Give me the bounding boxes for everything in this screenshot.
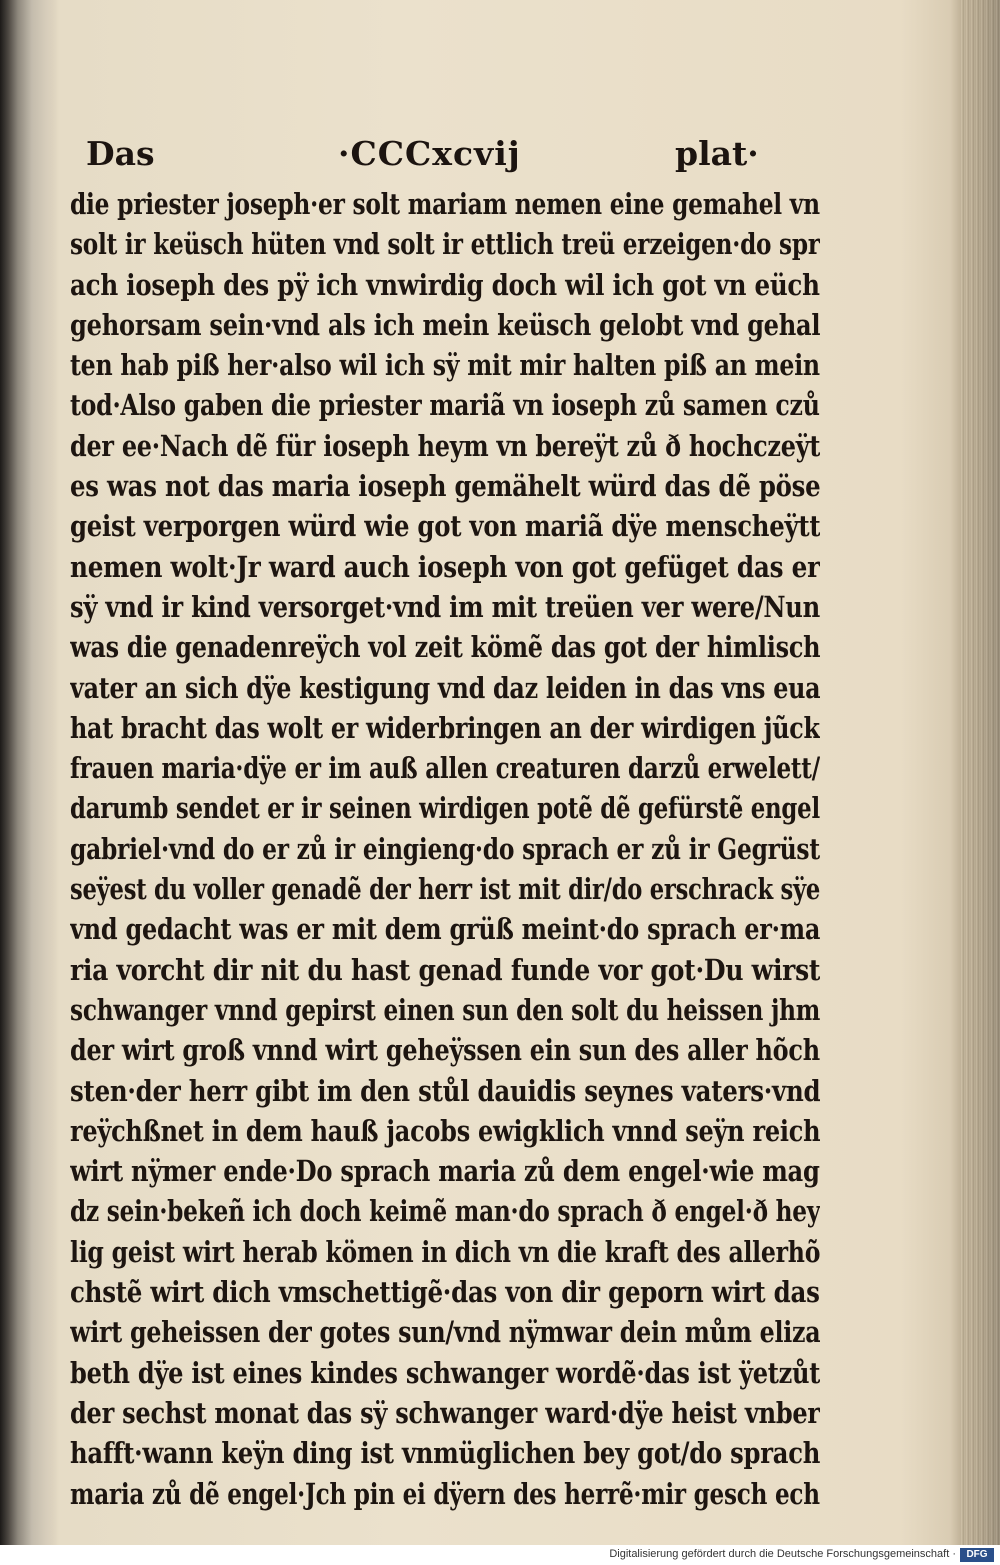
dfg-logo: DFG (960, 1548, 994, 1562)
running-header (70, 120, 830, 184)
text-line: maria zů dẽ engel·Jch pin ei dÿern des herrẽ·mir gesch ech (70, 1476, 820, 1511)
text-line: dz sein·bekeñ ich doch keimẽ man·do sprach ð engel·ð hey (70, 1194, 820, 1229)
text-line: der wirt groß vnnd wirt geheÿssen ein sun des aller hõch (70, 1033, 820, 1068)
text-line: ach ioseph des pÿ ich vnwirdig doch wil ich got vn eüch (70, 267, 820, 302)
text-line: wirt nÿmer ende·Do sprach maria zů dem engel·wie mag (70, 1154, 820, 1189)
text-line: vnd gedacht was er mit dem grüß meint·do sprach er·ma (70, 912, 820, 947)
text-line: seÿest du voller genadẽ der herr ist mit dir/do erschrack sÿe (70, 872, 820, 907)
text-line: hat bracht das wolt er widerbringen an der wirdigen jũck (70, 710, 820, 745)
text-line: nemen wolt·Jr ward auch ioseph von got gefüget das er (70, 549, 820, 584)
text-line: sÿ vnd ir kind versorget·vnd im mit treüen ver were/Nun (70, 589, 820, 624)
text-line: beth dÿe ist eines kindes schwanger wordẽ·das ist ÿetzůt (70, 1355, 820, 1390)
facing-page-edge (0, 0, 58, 1545)
text-line: gabriel·vnd do er zů ir eingieng·do sprach er zů ir Gegrüst (70, 831, 820, 866)
text-line: frauen maria·dÿe er im auß allen creaturen darzů erwelett/ (70, 751, 820, 786)
digitization-footer (0, 1545, 1000, 1565)
page-body-text (70, 184, 830, 1514)
text-line: geist verporgen würd wie got von mariã dÿe menscheÿtt (70, 509, 820, 544)
text-line: schwanger vnnd gepirst einen sun den solt du heissen jhm (70, 992, 820, 1027)
text-line: reÿchßnet in dem hauß jacobs ewigklich vnnd seÿn reich (70, 1113, 820, 1148)
text-line: vater an sich dÿe kestigung vnd daz leiden in das vns eua (70, 670, 820, 705)
text-line: der sechst monat das sÿ schwanger ward·dÿe heist vnber (70, 1395, 820, 1430)
text-line: lig geist wirt herab kömen in dich vn die kraft des allerhõ (70, 1234, 820, 1269)
header-right: plat· (675, 134, 759, 173)
text-line: der ee·Nach dẽ für ioseph heym vn bereÿt zů ð hochczeÿt (70, 428, 820, 463)
header-left: Das (86, 134, 155, 173)
text-line: solt ir keüsch hüten vnd solt ir ettlich treü erzeigen·do spr (70, 227, 820, 262)
text-line: darumb sendet er ir seinen wirdigen potẽ dẽ gefürstẽ engel (70, 791, 820, 826)
text-line: es was not das maria ioseph gemähelt würd das dẽ pöse (70, 469, 820, 504)
text-line: was die genadenreÿch vol zeit kömẽ das got der himlisch (70, 630, 820, 665)
text-line: tod·Also gaben die priester mariã vn ioseph zů samen czů (70, 388, 820, 423)
text-line: chstẽ wirt dich vmschettigẽ·das von dir geporn wirt das (70, 1275, 820, 1310)
text-line: gehorsam sein·vnd als ich mein keüsch gelobt vnd gehal (70, 307, 820, 342)
folio-number: ·CCCxcvij (338, 134, 521, 173)
footer-credit: Digitalisierung gefördert durch die Deutsche Forschungsgemeinschaft · (609, 1548, 956, 1560)
text-line: die priester joseph·er solt mariam nemen eine gemahel vn (70, 187, 820, 221)
text-line: ria vorcht dir nit du hast genad funde vor got·Du wirst (70, 952, 820, 987)
page-stack-edge (960, 0, 1000, 1545)
text-line: ten hab piß her·also wil ich sÿ mit mir halten piß an mein (70, 348, 820, 383)
text-line: hafft·wann keÿn ding ist vnmüglichen bey got/do sprach (70, 1436, 820, 1471)
text-line: wirt geheissen der gotes sun/vnd nÿmwar dein mům eliza (70, 1315, 820, 1350)
text-line: sten·der herr gibt im den stůl dauidis seynes vaters·vnd (70, 1073, 820, 1108)
book-page (70, 120, 830, 1511)
